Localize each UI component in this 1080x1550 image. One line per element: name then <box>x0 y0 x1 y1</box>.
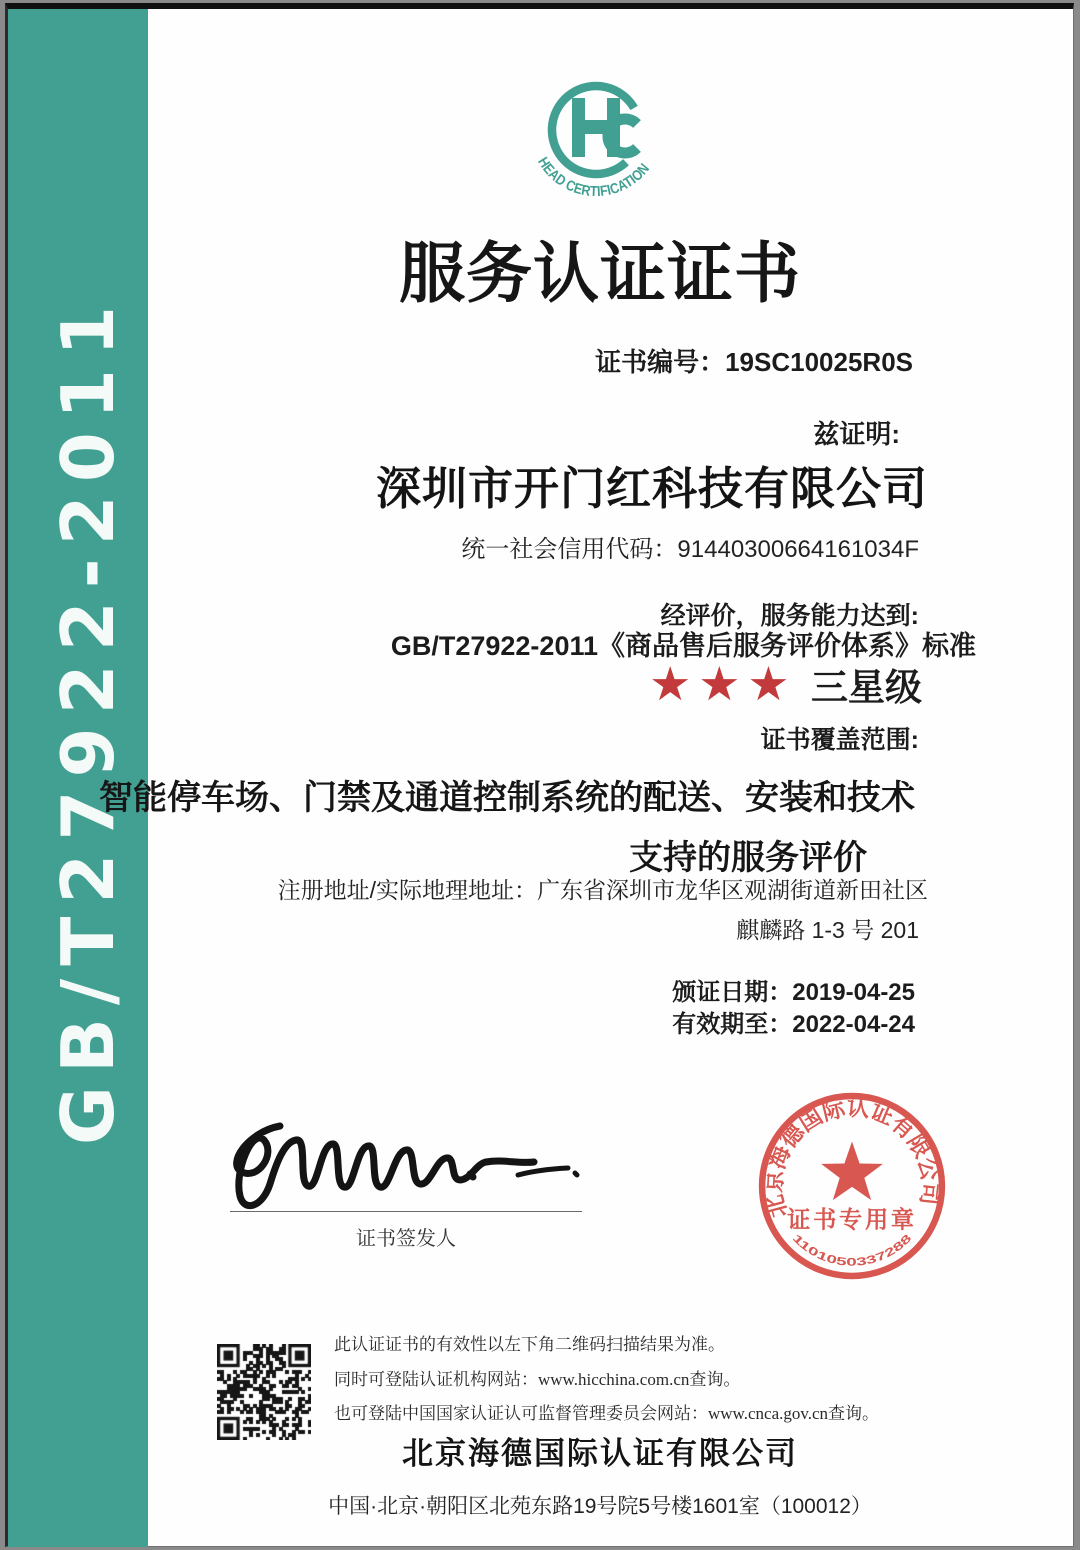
footer-note-3: 也可登陆中国国家认证认可监督管理委员会网站：www.cnca.gov.cn查询。 <box>334 1404 880 1423</box>
certificate-title: 服务认证证书 <box>399 236 801 310</box>
seal-ring-text: 北京海德国际认证有限公司 <box>759 1092 946 1221</box>
star-icons: ★★★ <box>649 657 797 710</box>
address-line1: 广东省深圳市龙华区观湖街道新田社区 <box>537 877 928 903</box>
scope-line1: 智能停车场、门禁及通道控制系统的配送、安装和技术 <box>99 779 915 817</box>
signature-line <box>230 1211 582 1212</box>
issuer-org-address: 中国·北京·朝阳区北苑东路19号院5号楼1601室（100012） <box>328 1495 872 1518</box>
issue-date-value: 2019-04-25 <box>792 979 915 1006</box>
logo-ring-text: HEAD CERTIFICATION <box>534 154 654 201</box>
valid-until-row <box>672 1004 915 1039</box>
qr-code <box>217 1344 311 1440</box>
seal-serial: 1101050337288 <box>789 1232 912 1269</box>
cert-number-label: 证书编号： <box>595 347 726 377</box>
valid-until-value: 2022-04-24 <box>792 1011 915 1038</box>
address-row <box>278 872 928 905</box>
evaluation-intro: 经评价，服务能力达到: <box>660 602 919 630</box>
seal-star-icon <box>821 1141 883 1200</box>
company-seal <box>750 1084 954 1288</box>
footer-note-2: 同时可登陆认证机构网站：www.hicchina.com.cn查询。 <box>334 1370 741 1389</box>
credit-code-value: 91440300664161034F <box>677 536 919 563</box>
standard-line: GB/T27922-2011《商品售后服务评价体系》标准 <box>390 631 976 661</box>
standard-code-vertical: GB/T27922-2011 <box>46 292 130 1146</box>
cert-number-value: 19SC10025R0S <box>725 347 913 377</box>
footer-note-1: 此认证证书的有效性以左下角二维码扫描结果为准。 <box>334 1335 725 1354</box>
signer-label: 证书签发人 <box>356 1228 456 1250</box>
certify-label: 兹证明: <box>813 419 900 449</box>
logo-letter-c <box>608 119 637 153</box>
address-label: 注册地址/实际地理地址： <box>277 877 537 903</box>
address-line2: 麒麟路 1-3 号 201 <box>736 917 919 943</box>
scope-line2: 支持的服务评价 <box>629 839 867 877</box>
seal-center-label: 证书专用章 <box>787 1206 917 1233</box>
star-grade-label: 三星级 <box>811 667 922 708</box>
star-rating-row <box>649 656 922 712</box>
head-certification-logo <box>506 78 686 208</box>
issue-date-label: 颁证日期： <box>672 979 793 1006</box>
signature <box>218 1112 588 1217</box>
company-name: 深圳市开门红科技有限公司 <box>375 463 928 514</box>
credit-code-row <box>461 529 919 564</box>
valid-until-label: 有效期至： <box>672 1011 793 1038</box>
issue-date-row <box>672 972 915 1007</box>
scope-label: 证书覆盖范围: <box>760 726 919 754</box>
issuer-org-name: 北京海德国际认证有限公司 <box>402 1436 798 1471</box>
cert-number-row <box>595 342 913 379</box>
credit-code-label: 统一社会信用代码： <box>461 536 678 563</box>
